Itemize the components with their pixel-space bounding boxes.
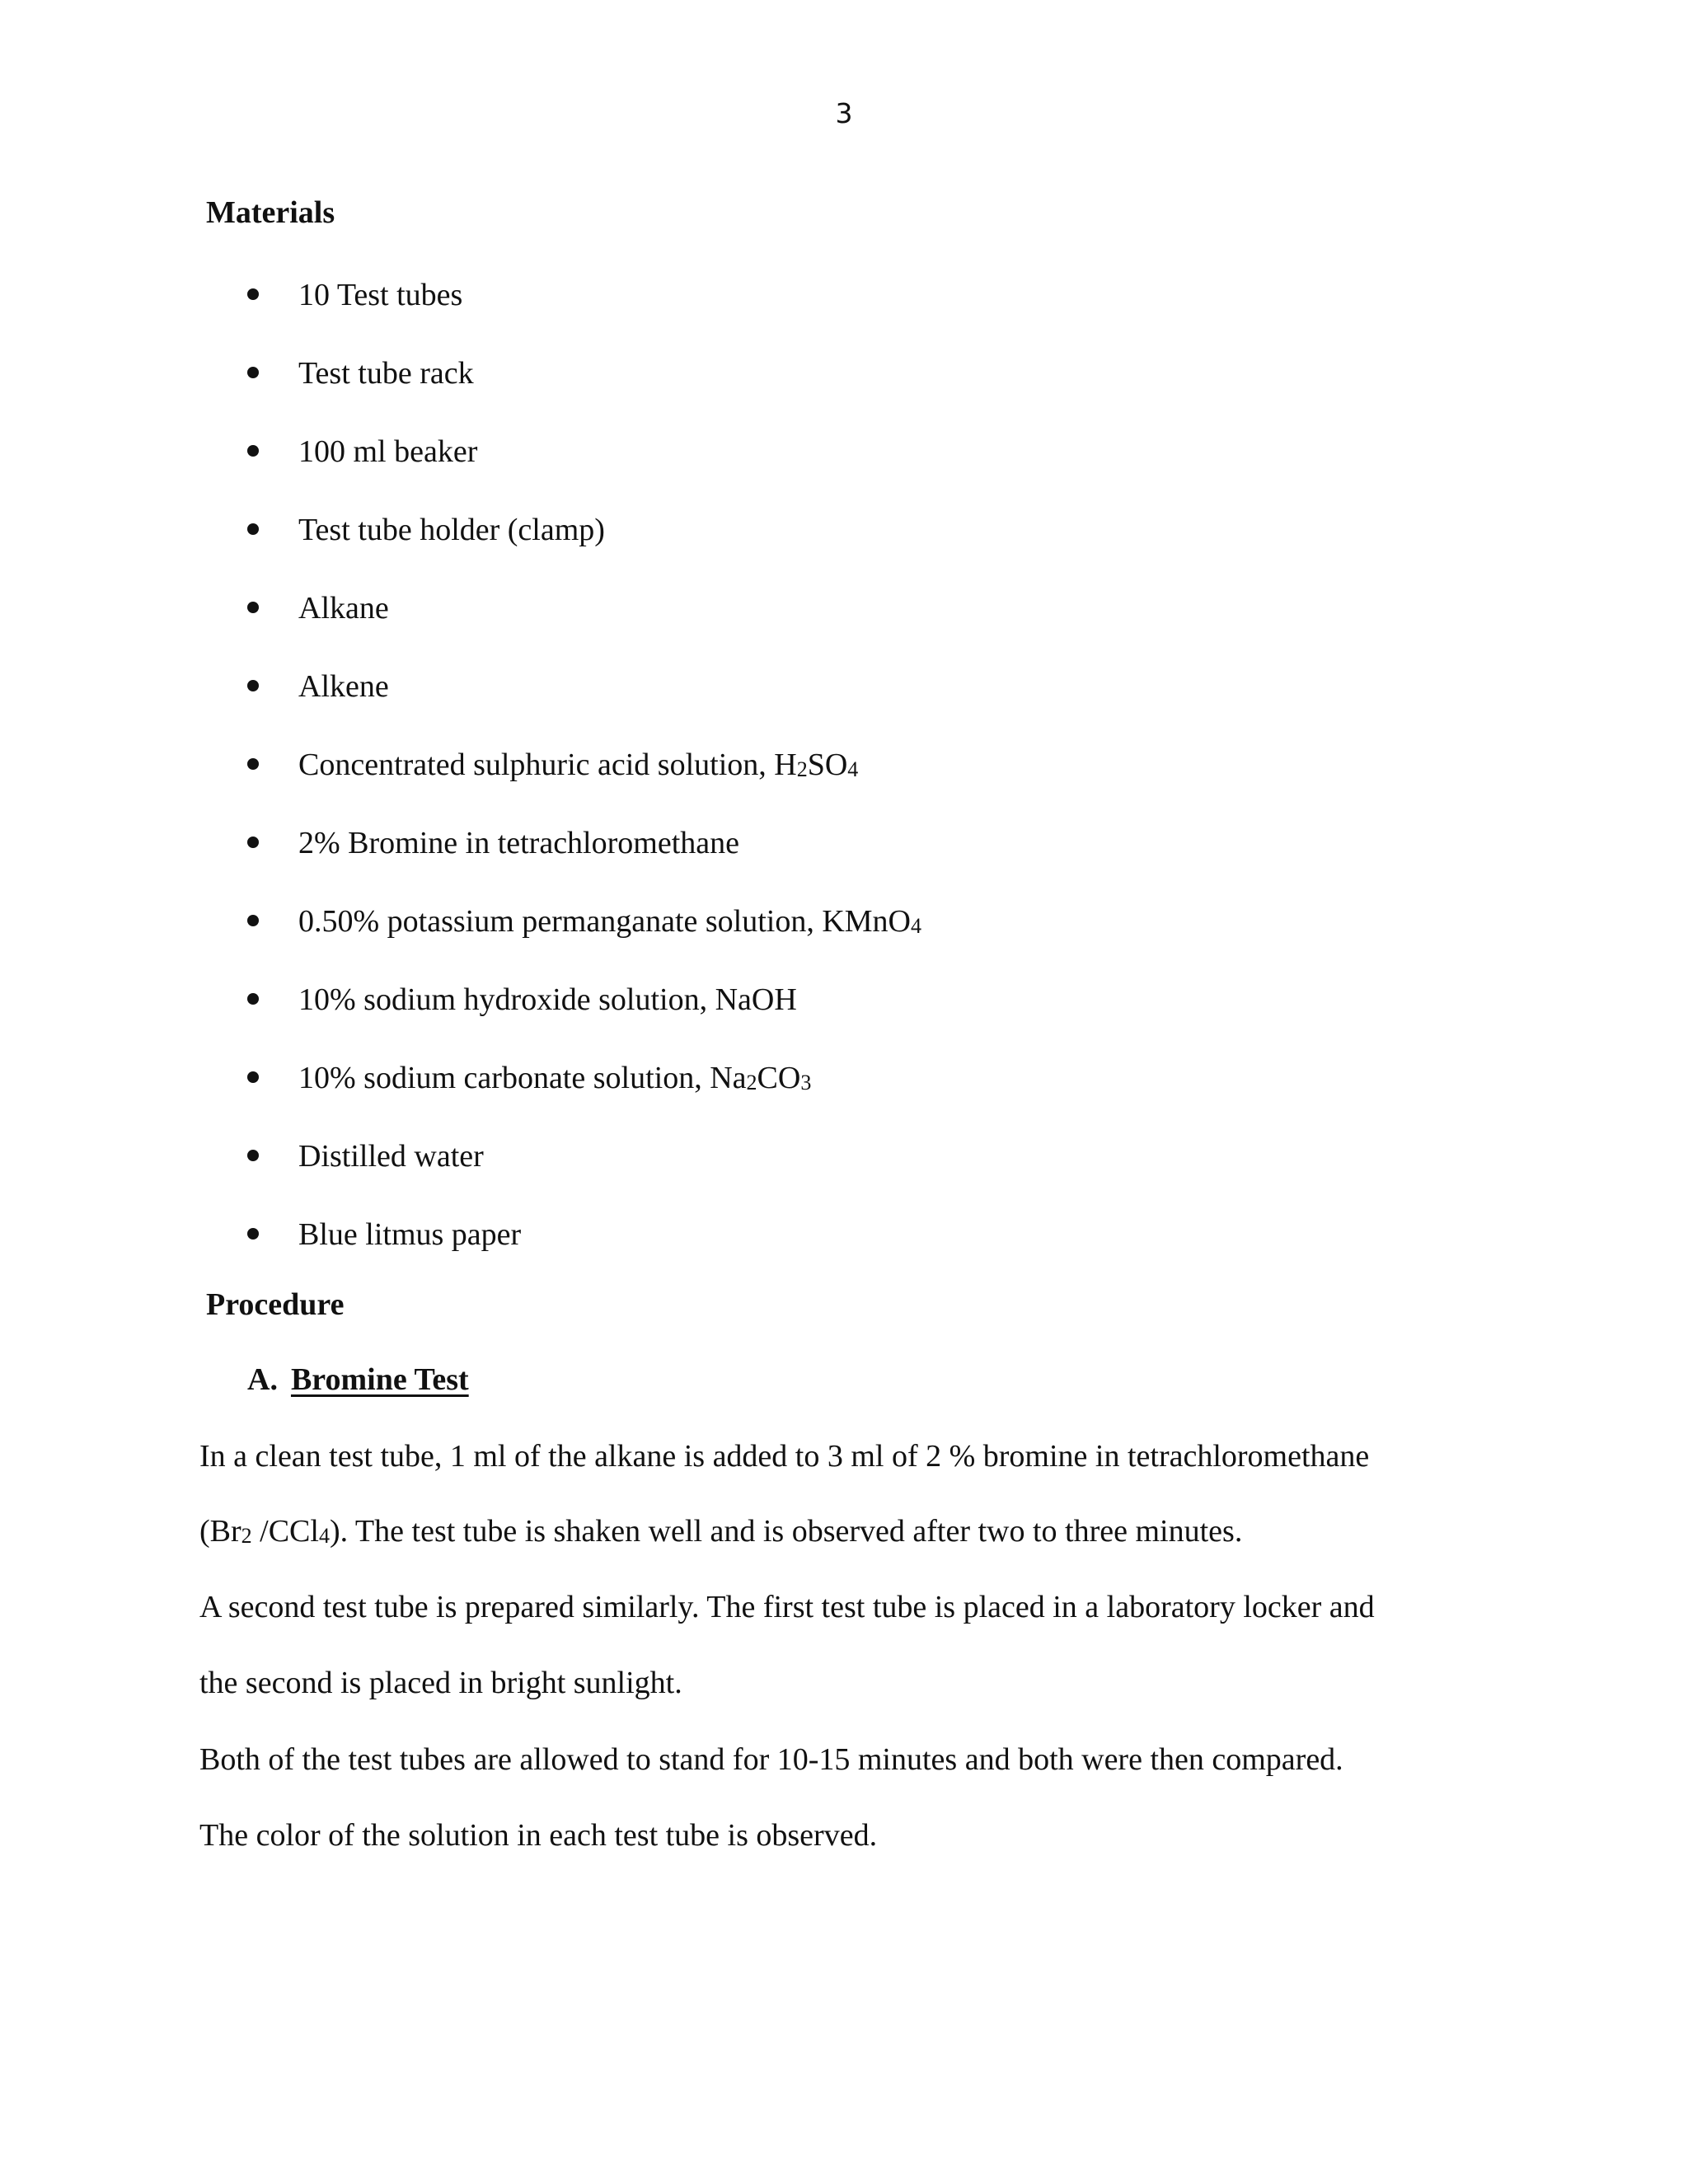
bullet-icon: [247, 993, 259, 1005]
list-item-text: 10 Test tubes: [298, 278, 463, 312]
text-span: /CCl: [251, 1514, 319, 1549]
list-item-text: Test tube holder (clamp): [298, 513, 605, 547]
list-item: [247, 350, 921, 429]
bullet-icon: [247, 288, 259, 300]
list-item: [247, 1133, 921, 1212]
paragraph-line: The color of the solution in each test tube is observed.: [199, 1818, 878, 1853]
list-item-text: Concentrated sulphuric acid solution, H: [298, 748, 797, 782]
subscript: 4: [847, 757, 859, 781]
bullet-icon: [247, 758, 259, 770]
list-item-text: Blue litmus paper: [298, 1217, 522, 1252]
list-item-text: 10% sodium hydroxide solution, NaOH: [298, 982, 797, 1017]
list-item: [247, 898, 921, 977]
bullet-icon: [247, 915, 259, 926]
list-item-text: 2% Bromine in tetrachloromethane: [298, 826, 739, 860]
list-item: [247, 820, 921, 898]
list-item-text: Test tube rack: [298, 356, 474, 391]
list-item: [247, 663, 921, 742]
list-item: [247, 272, 921, 350]
subscript: 2: [241, 1524, 252, 1548]
bullet-icon: [247, 602, 259, 613]
bullet-icon: [247, 837, 259, 848]
list-item-text: 10% sodium carbonate solution, Na: [298, 1061, 747, 1095]
subscript: 2: [796, 757, 808, 781]
bullet-icon: [247, 1150, 259, 1161]
list-item: [247, 429, 921, 507]
list-item: [247, 585, 921, 663]
list-item: [247, 1055, 921, 1133]
bullet-icon: [247, 367, 259, 378]
list-item: [247, 507, 921, 585]
text-span: ). The test tube is shaken well and is observed after two to three minutes.: [329, 1514, 1243, 1549]
list-item-text: 100 ml beaker: [298, 434, 478, 469]
list-item: [247, 1212, 921, 1290]
bullet-icon: [247, 445, 259, 457]
section-label: A.: [247, 1362, 278, 1397]
text-span: (Br: [199, 1514, 241, 1549]
subscript: 2: [746, 1071, 757, 1094]
bullet-icon: [247, 1228, 259, 1240]
paragraph-line: A second test tube is prepared similarly. The first test tube is placed in a laboratory locker and: [199, 1590, 1375, 1624]
paragraph-line: In a clean test tube, 1 ml of the alkane is added to 3 ml of 2 % bromine in tetrachloromethane: [199, 1439, 1370, 1474]
formula-part: CO: [757, 1061, 801, 1095]
subscript: 4: [318, 1524, 330, 1548]
materials-heading: Materials: [206, 195, 335, 230]
formula-part: SO: [807, 748, 848, 782]
procedure-heading: Procedure: [206, 1287, 345, 1322]
bullet-icon: [247, 523, 259, 535]
section-title: Bromine Test: [290, 1362, 469, 1397]
bullet-icon: [247, 1071, 259, 1083]
paragraph-line: the second is placed in bright sunlight.: [199, 1666, 682, 1700]
subscript: 4: [911, 914, 922, 938]
section-heading: [247, 1361, 469, 1398]
list-item-text: Alkene: [298, 669, 389, 704]
paragraph-line: [199, 1513, 1242, 1549]
list-item: [247, 977, 921, 1055]
materials-list: [247, 272, 921, 1290]
list-item-text: Distilled water: [298, 1139, 484, 1174]
list-item: [247, 742, 921, 820]
page-number: 3: [835, 97, 853, 129]
list-item-text: 0.50% potassium permanganate solution, KMnO: [298, 904, 912, 939]
subscript: 3: [800, 1071, 812, 1094]
list-item-text: Alkane: [298, 591, 389, 626]
bullet-icon: [247, 680, 259, 691]
paragraph-line: Both of the test tubes are allowed to stand for 10-15 minutes and both were then compared.: [199, 1742, 1343, 1777]
